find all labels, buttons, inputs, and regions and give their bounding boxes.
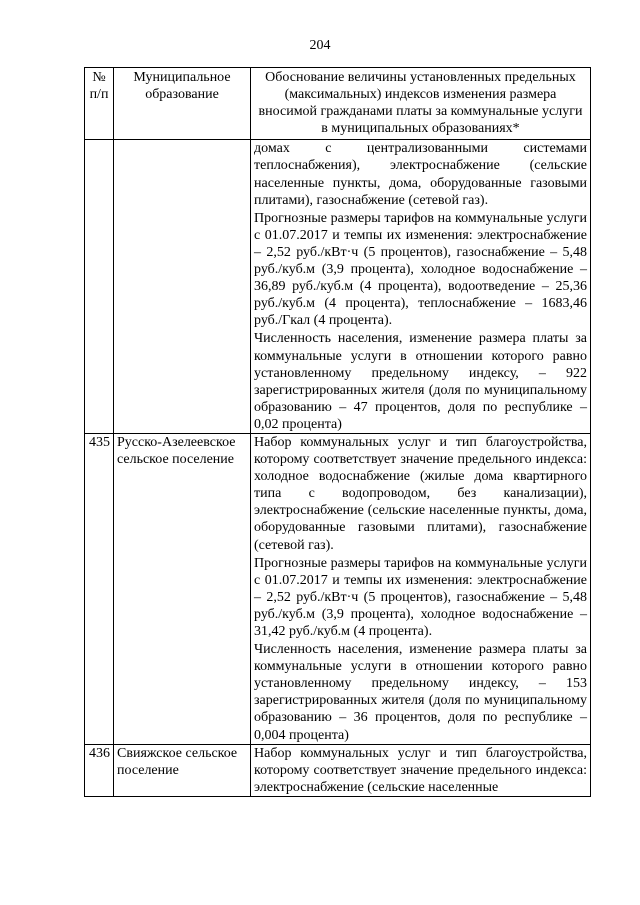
page-number: 204: [309, 38, 331, 53]
justification-paragraph: Численность населения, изменение размера платы за коммунальные услуги в отношении которого равно установленному предельному индексу, – 922 зарегистрированных жителя (доля по муниципальному образованию – 47 процентов, доля по республике – 0,02 процента): [254, 331, 587, 432]
justification-paragraph: Набор коммунальных услуг и тип благоустройства, которому соответствует значение предельного индекса: холодное водоснабжение (жилые дома квартирного типа с водопроводом, без канализации), электроснабжение (сельские населенные пункты, дома, оборудованные газовыми плитами), газоснабжение (сетевой газ).: [254, 434, 587, 553]
table-header-row: [85, 68, 591, 140]
row-number: [85, 140, 114, 434]
tariff-table: [84, 67, 591, 797]
header-municipality: Муниципальное образование: [114, 68, 251, 140]
table-row: [85, 433, 591, 744]
row-municipality: [114, 140, 251, 434]
row-number: 435: [85, 433, 114, 744]
justification-paragraph: Прогнозные размеры тарифов на коммунальные услуги с 01.07.2017 и темпы их изменения: электроснабжение – 2,52 руб./кВт·ч (5 процентов), газоснабжение – 5,48 руб./куб.м (3,9 процента), холодное водоснабжение – 31,42 руб./куб.м (4 процента).: [254, 555, 587, 639]
row-justification: [251, 140, 591, 434]
row-municipality: Свияжское сельское поселение: [114, 744, 251, 796]
header-num: № п/п: [85, 68, 114, 140]
row-justification: [251, 744, 591, 796]
row-municipality: Русско-Азелеевское сельское поселение: [114, 433, 251, 744]
table-row: [85, 744, 591, 796]
justification-paragraph: домах с централизованными системами теплоснабжения), электроснабжение (сельские населенные пункты, дома, оборудованные газовыми плитами), газоснабжение (сетевой газ).: [254, 141, 587, 208]
row-justification: [251, 433, 591, 744]
header-justification: Обоснование величины установленных предельных (максимальных) индексов изменения размера вносимой гражданами платы за коммунальные услуги в муниципальных образованиях*: [251, 68, 591, 140]
table-row: [85, 140, 591, 434]
row-number: 436: [85, 744, 114, 796]
justification-paragraph: Прогнозные размеры тарифов на коммунальные услуги с 01.07.2017 и темпы их изменения: электроснабжение – 2,52 руб./кВт·ч (5 процентов), газоснабжение – 5,48 руб./куб.м (3,9 процента), холодное водоснабжение – 36,89 руб./куб.м (4 процента), водоотведение – 25,36 руб./куб.м (4 процента), теплоснабжение – 1683,46 руб./Гкал (4 процента).: [254, 210, 587, 329]
justification-paragraph: Численность населения, изменение размера платы за коммунальные услуги в отношении которого равно установленному предельному индексу, – 153 зарегистрированных жителя (доля по муниципальному образованию – 36 процентов, доля по республике – 0,004 процента): [254, 642, 587, 743]
justification-paragraph: Набор коммунальных услуг и тип благоустройства, которому соответствует значение предельного индекса: электроснабжение (сельские населенные: [254, 745, 587, 795]
